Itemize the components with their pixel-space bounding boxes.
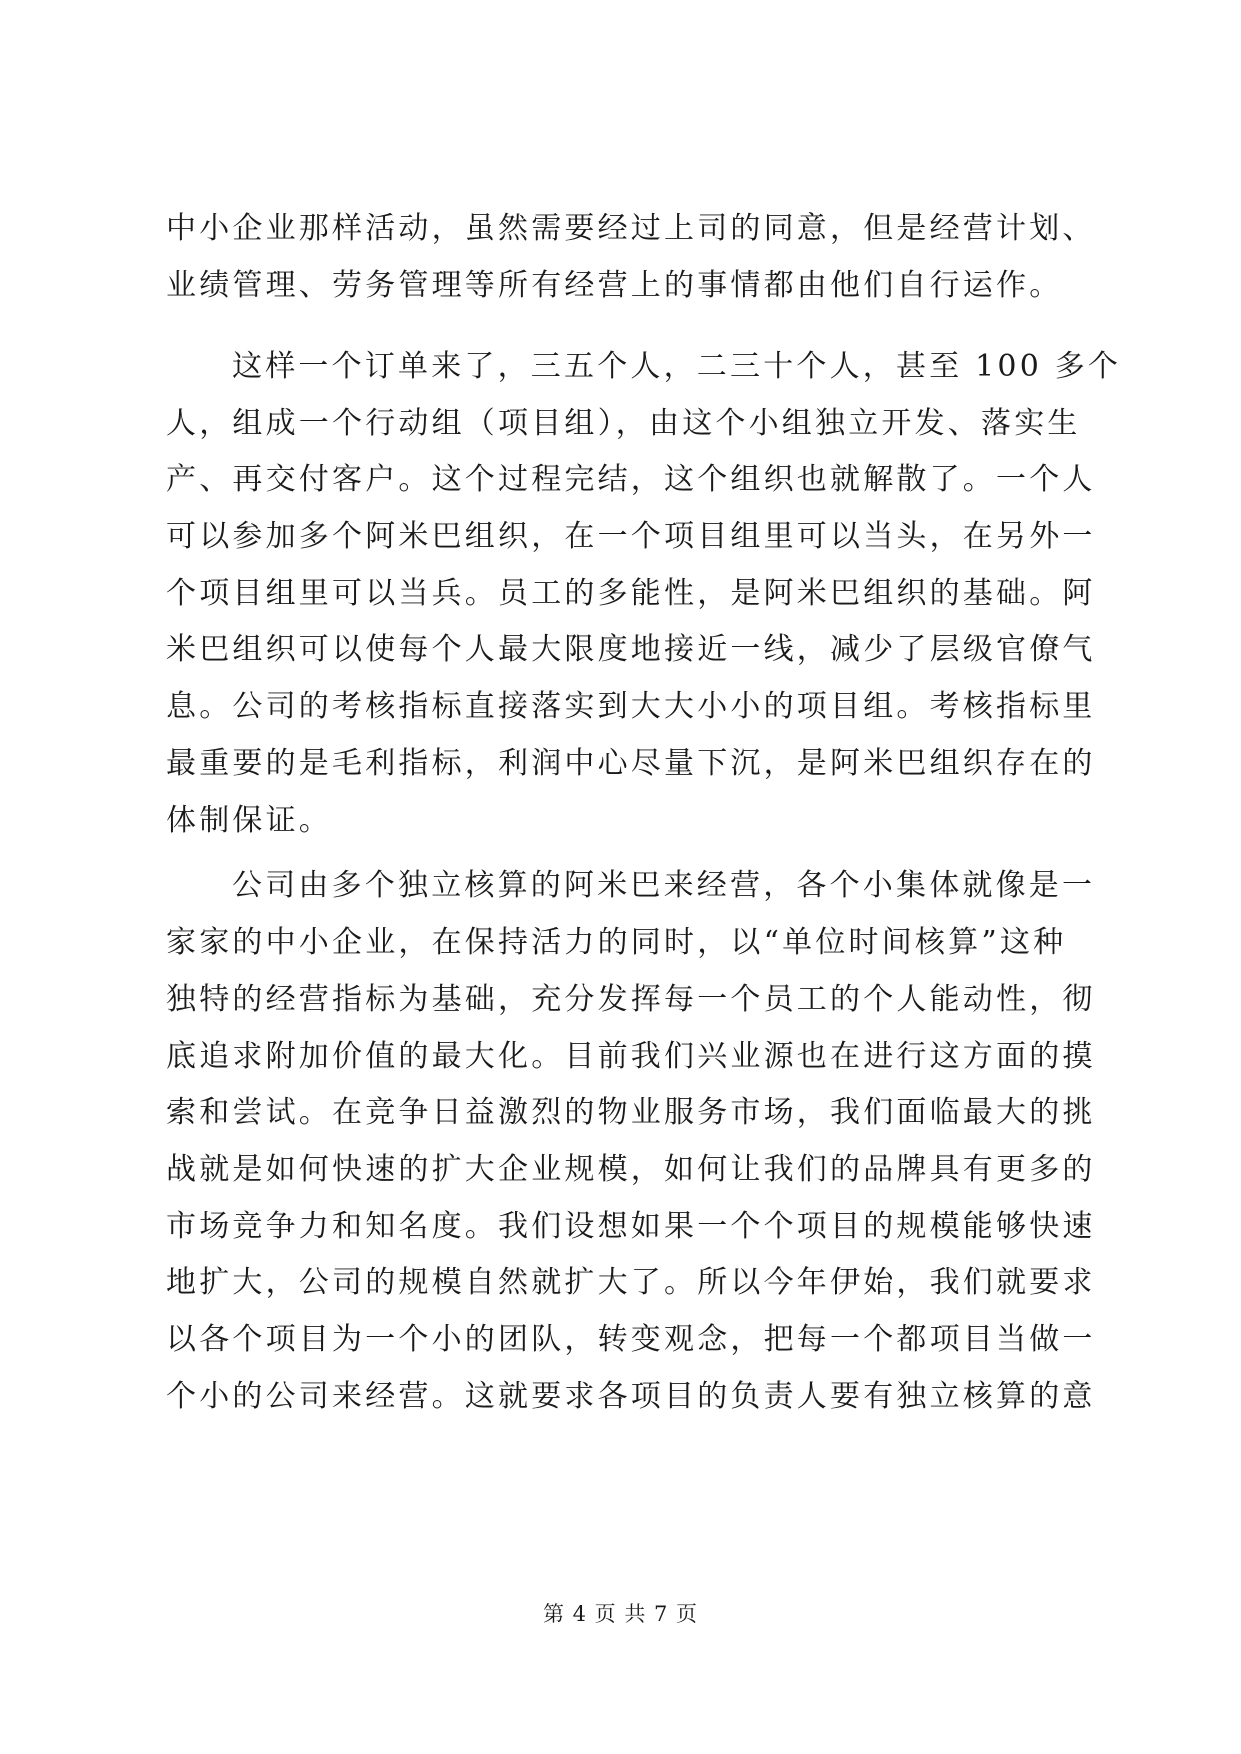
text-line: 息。公司的考核指标直接落实到大大小小的项目组。考核指标里 <box>166 689 1096 724</box>
text-line: 个项目组里可以当兵。员工的多能性，是阿米巴组织的基础。阿 <box>166 576 1096 611</box>
paragraph-start-line: 这样一个订单来了，三五个人，二三十个人，甚至 100 多个 <box>232 349 1122 384</box>
text-line: 人，组成一个行动组（项目组），由这个小组独立开发、落实生 <box>166 406 1081 441</box>
text-line: 体制保证。 <box>166 803 332 838</box>
text-line: 索和尝试。在竞争日益激烈的物业服务市场，我们面临最大的挑 <box>166 1095 1096 1130</box>
text-line: 以各个项目为一个小的团队，转变观念，把每一个都项目当做一 <box>166 1322 1096 1357</box>
text-line: 可以参加多个阿米巴组织，在一个项目组里可以当头，在另外一 <box>166 519 1096 554</box>
text-line: 市场竞争力和知名度。我们设想如果一个个项目的规模能够快速 <box>166 1209 1096 1244</box>
paragraph-start-line: 公司由多个独立核算的阿米巴来经营，各个小集体就像是一 <box>232 868 1096 903</box>
page-number-footer: 第 4 页 共 7 页 <box>542 1602 699 1626</box>
text-line: 家家的中小企业，在保持活力的同时，以“单位时间核算”这种 <box>166 925 1067 960</box>
text-line: 中小企业那样活动，虽然需要经过上司的同意，但是经营计划、 <box>166 211 1096 246</box>
text-line: 最重要的是毛利指标，利润中心尽量下沉，是阿米巴组织存在的 <box>166 746 1096 781</box>
text-line: 独特的经营指标为基础，充分发挥每一个员工的个人能动性，彻 <box>166 982 1096 1017</box>
text-line: 底追求附加价值的最大化。目前我们兴业源也在进行这方面的摸 <box>166 1039 1096 1074</box>
text-line: 地扩大，公司的规模自然就扩大了。所以今年伊始，我们就要求 <box>166 1265 1096 1300</box>
text-line: 战就是如何快速的扩大企业规模，如何让我们的品牌具有更多的 <box>166 1152 1096 1187</box>
text-line: 米巴组织可以使每个人最大限度地接近一线，减少了层级官僚气 <box>166 632 1096 667</box>
text-line: 产、再交付客户。这个过程完结，这个组织也就解散了。一个人 <box>166 462 1096 497</box>
text-line: 业绩管理、劳务管理等所有经营上的事情都由他们自行运作。 <box>166 268 1063 303</box>
text-line: 个小的公司来经营。这就要求各项目的负责人要有独立核算的意 <box>166 1379 1096 1414</box>
